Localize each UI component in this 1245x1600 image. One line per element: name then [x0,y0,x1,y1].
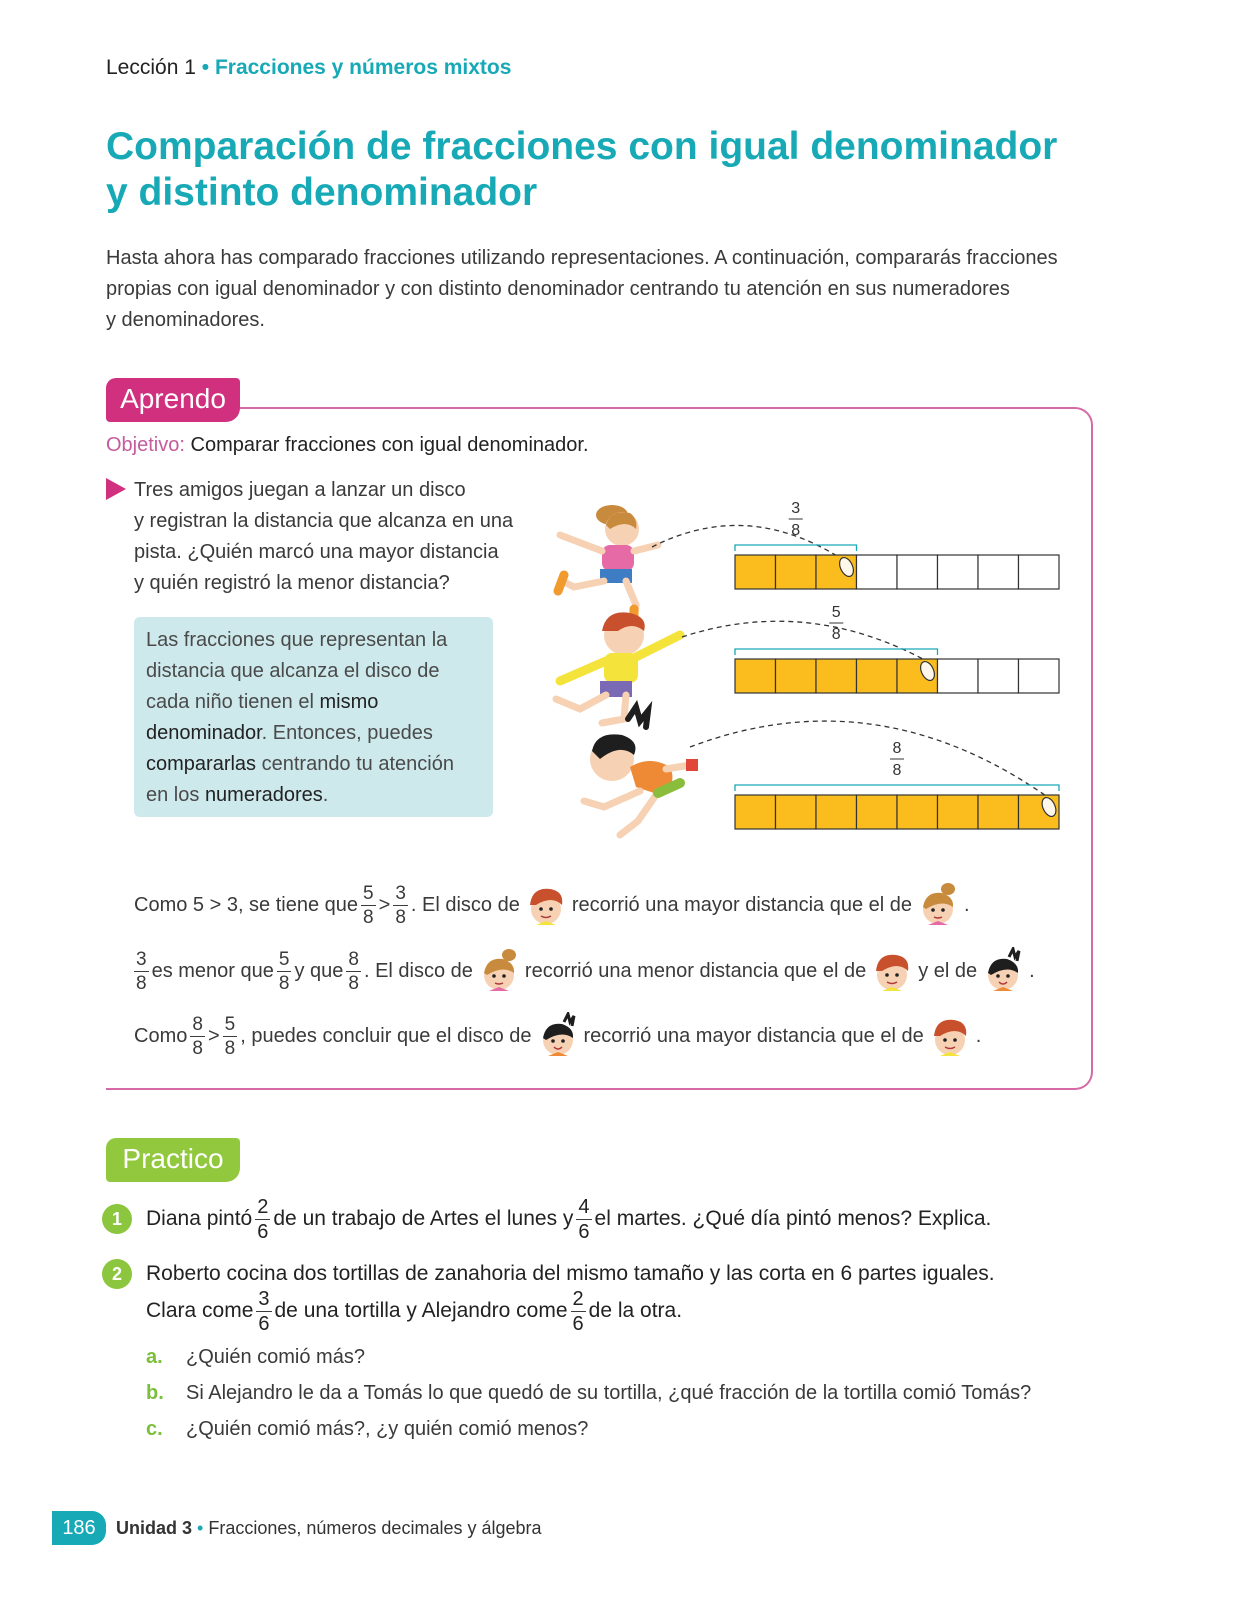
problem-line: y quién registró la menor distancia? [134,572,450,594]
problem-statement [134,475,524,599]
page-title-line-2: y distinto denominador [106,171,538,214]
info-text: distancia que alcanza el disco de [146,660,440,682]
row-text: y el de [918,959,978,982]
play-arrow-icon [106,478,126,500]
exercise-text: de la otra. [588,1299,683,1322]
info-text: cada niño tienen el [146,691,320,713]
bar-cell [776,659,817,693]
aprendo-frame-bottom-edge [106,1088,136,1090]
row-text: Como [134,1024,188,1047]
practico-tab: Practico [106,1138,240,1182]
info-text: en los [146,784,205,806]
girl-ponytail-illustration [558,505,658,625]
info-text: centrando tu atención [256,753,454,775]
fraction: $\frac{8}{8}$ [348,948,359,994]
exercise-text: de una tortilla y Alejandro come [274,1299,568,1322]
bar-cell [938,659,979,693]
fraction-bars [735,500,1059,829]
sub-question-text: ¿Quién comió más? [186,1346,365,1368]
girl-blackhair-face-icon [534,1012,582,1060]
exercise-number-1: 1 [102,1204,132,1234]
bar-cell [776,795,817,829]
problem-line: pista. ¿Quién marcó una mayor distancia [134,541,499,563]
comparison-row-2 [134,946,1035,996]
intro-line-3: y denominadores. [106,309,265,331]
info-text: . Entonces, puedes [261,722,433,744]
lesson-header [106,56,511,80]
bar-brace [735,649,938,655]
exercise-number-2: 2 [102,1259,132,1289]
lesson-topic: Fracciones y números mixtos [214,56,512,79]
disc-throw-illustration [540,485,1080,845]
bar-cell [978,555,1019,589]
lesson-bullet: • [201,56,210,79]
row-text: recorrió una menor distancia que el de [524,959,867,982]
row-text: . [975,1024,982,1047]
bar-cell [816,795,857,829]
bar-cell [897,795,938,829]
info-highlight: denominador [146,722,262,744]
row-text: . [964,893,970,916]
bar-brace [735,785,1059,791]
bar-cell [938,555,979,589]
bar-cell [735,795,776,829]
footer-unit-topic: Fracciones, números decimales y álgebra [208,1518,542,1538]
intro-line-2: propias con igual denominador y con distinto denominador centrando tu atención en sus numeradores [106,278,1010,300]
bar-cell [857,795,898,829]
disc-trajectory-3 [690,721,1056,803]
boy-face-icon [522,881,570,929]
exercise-1-text [146,1195,991,1243]
fraction: $\frac{5}{8}$ [224,1013,236,1059]
bar-cell [1019,659,1060,693]
sub-question-letter: b. [146,1382,164,1404]
info-callout [134,617,493,817]
row-text: Como 5 > 3, se tiene que [134,893,359,916]
exercise-text: Diana pintó [146,1207,253,1230]
problem-line: y registran la distancia que alcanza en una [134,510,514,532]
operator: > [378,893,391,916]
fraction: $\frac{8}{8}$ [192,1013,203,1059]
info-text: Las fracciones que representan la [146,629,448,651]
bar-cell [857,555,898,589]
exercise-text: de un trabajo de Artes el lunes y [273,1207,574,1230]
objective-text: Comparar fracciones con igual denominador. [190,434,589,456]
row-text: y que [294,959,344,982]
lesson-number: Lección 1 [106,56,196,79]
bar-cell [938,795,979,829]
comparison-row-1 [134,880,970,930]
bar-cell [816,659,857,693]
boy-face-icon [926,1012,974,1060]
sub-question-b [146,1382,1031,1405]
sub-question-a [146,1346,365,1369]
info-text: . [322,784,329,806]
row-text: . El disco de [363,959,473,982]
operator: > [207,1024,220,1047]
aprendo-tab: Aprendo [106,378,240,422]
bar-brace [735,545,857,551]
fraction: $\frac{5}{8}$ [363,882,374,928]
intro-paragraph [106,243,1106,336]
info-highlight: compararlas [146,753,257,775]
info-highlight: mismo [319,691,379,713]
bar-fraction-denominator: 8 [831,626,841,643]
footer-unit [116,1518,542,1539]
sub-question-letter: a. [146,1346,163,1368]
exercise-2-line-2 [146,1287,682,1335]
sub-question-letter: c. [146,1418,163,1440]
page-title [106,124,1146,216]
fraction: $\frac{3}{8}$ [136,948,147,994]
sub-question-c [146,1418,588,1441]
footer-unit-label: Unidad 3 [116,1518,193,1538]
footer-bullet: • [197,1518,204,1538]
row-text: , puedes concluir que el disco de [240,1024,532,1047]
bar-cell [776,555,817,589]
bar-cell [735,555,776,589]
row-text: es menor que [151,959,274,982]
info-highlight: numeradores [204,784,323,806]
bar-fraction-denominator: 8 [892,762,902,779]
fraction: $\frac{2}{6}$ [257,1195,269,1243]
bar-cell [735,659,776,693]
intro-line-1: Hasta ahora has comparado fracciones utilizando representaciones. A continuación, compararás fracciones [106,247,1058,269]
bar-fraction-numerator: 3 [791,500,801,517]
objective-label: Objetivo: [106,434,185,456]
bar-cell [978,659,1019,693]
page-number: 186 [52,1511,106,1545]
bar-cell [1019,555,1060,589]
girl-ponytail-face-icon [914,881,962,929]
bar-fraction-numerator: 5 [831,604,841,621]
girl-blackhair-face-icon [979,947,1027,995]
exercise-text: el martes. ¿Qué día pintó menos? Explica. [594,1207,992,1230]
fraction: $\frac{3}{6}$ [258,1287,270,1335]
row-text: . El disco de [410,893,520,916]
fraction: $\frac{5}{8}$ [278,948,290,994]
row-text: recorrió una mayor distancia que el de [583,1024,924,1047]
sub-question-text: ¿Quién comió más?, ¿y quién comió menos? [186,1418,589,1440]
objective-line [106,434,589,457]
comparison-row-3 [134,1011,981,1061]
bar-cell [978,795,1019,829]
problem-line: Tres amigos juegan a lanzar un disco [134,479,466,501]
fraction: $\frac{3}{8}$ [395,882,406,928]
bar-cell [897,555,938,589]
exercise-2-line-1: Roberto cocina dos tortillas de zanahoria del mismo tamaño y las corta en 6 partes iguales. [146,1262,995,1285]
bar-fraction-denominator: 8 [791,522,801,539]
sub-question-text: Si Alejandro le da a Tomás lo que quedó de su tortilla, ¿qué fracción de la tortilla comió Tomás? [186,1382,1032,1404]
bar-fraction-numerator: 8 [892,740,902,757]
fraction: $\frac{2}{6}$ [572,1287,584,1335]
boy-redhair-illustration [556,612,680,723]
bar-cell [857,659,898,693]
row-text: recorrió una mayor distancia que el de [571,893,913,916]
fraction: $\frac{4}{6}$ [578,1195,590,1243]
girl-ponytail-face-icon [475,947,523,995]
row-text: . [1029,959,1035,982]
boy-face-icon [868,947,916,995]
page-title-line-1: Comparación de fracciones con igual denominador [106,125,1058,168]
exercise-text: Clara come [146,1299,254,1322]
